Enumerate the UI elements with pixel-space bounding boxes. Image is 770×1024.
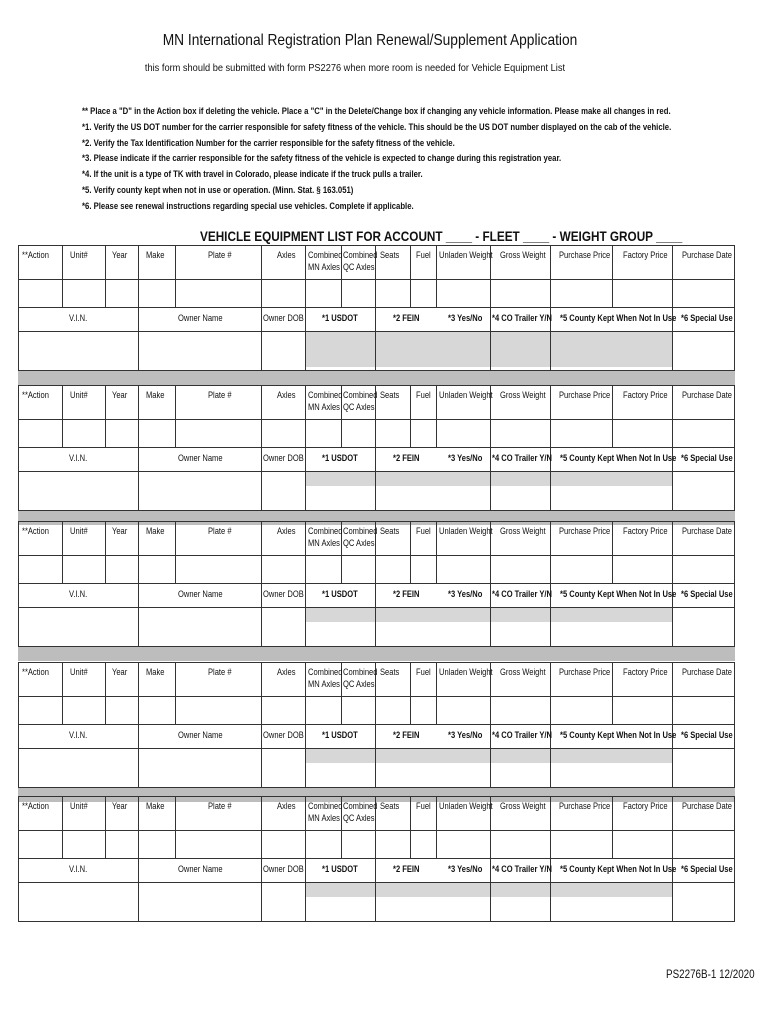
vehicle-field-cell[interactable] bbox=[612, 555, 672, 583]
col-factory-price: Factory Price bbox=[623, 250, 668, 260]
vehicle-field-cell[interactable] bbox=[62, 830, 105, 858]
col-owner-name: Owner Name bbox=[178, 589, 223, 599]
vehicle-field-cell[interactable] bbox=[672, 419, 734, 447]
vehicle-field-cell[interactable] bbox=[261, 419, 305, 447]
vehicle-field-cell[interactable] bbox=[375, 607, 490, 646]
col-action: **Action bbox=[22, 390, 49, 400]
col-usdot: *1 USDOT bbox=[322, 453, 358, 463]
col-owner-dob: Owner DOB bbox=[263, 589, 304, 599]
col-special-use: *6 Special Use bbox=[681, 313, 733, 323]
vehicle-field-cell[interactable] bbox=[261, 331, 305, 370]
vehicle-field-cell[interactable] bbox=[138, 419, 175, 447]
vehicle-field-cell[interactable] bbox=[550, 748, 672, 787]
vehicle-field-cell[interactable] bbox=[550, 279, 612, 307]
col-fein: *2 FEIN bbox=[393, 864, 420, 874]
col-owner-dob: Owner DOB bbox=[263, 864, 304, 874]
col-combined-qc: Combined QC Axles bbox=[343, 250, 378, 272]
vehicle-field-cell[interactable] bbox=[18, 882, 138, 921]
vehicle-field-cell[interactable] bbox=[62, 279, 105, 307]
col-year: Year bbox=[112, 801, 128, 811]
instructions bbox=[82, 104, 684, 215]
col-plate: Plate # bbox=[208, 390, 232, 400]
col-combined-mn: Combined MN Axles bbox=[308, 667, 343, 689]
col-fein: *2 FEIN bbox=[393, 453, 420, 463]
vehicle-field-cell[interactable] bbox=[305, 331, 375, 370]
vehicle-field-cell[interactable] bbox=[550, 471, 672, 510]
instruction-line: *3. Please indicate if the carrier responsible for the safety fitness of the vehicle is expected to change during this registration year. bbox=[82, 153, 562, 164]
col-fein: *2 FEIN bbox=[393, 313, 420, 323]
vehicle-field-cell[interactable] bbox=[490, 696, 550, 724]
vehicle-field-cell[interactable] bbox=[305, 279, 341, 307]
col-plate: Plate # bbox=[208, 801, 232, 811]
vehicle-field-cell[interactable] bbox=[261, 830, 305, 858]
col-co-trailer: *4 CO Trailer Y/N bbox=[492, 589, 552, 599]
vehicle-field-cell[interactable] bbox=[261, 471, 305, 510]
col-combined-qc: Combined QC Axles bbox=[343, 667, 378, 689]
col-seats: Seats bbox=[380, 801, 400, 811]
col-owner-name: Owner Name bbox=[178, 864, 223, 874]
vehicle-field-cell[interactable] bbox=[490, 471, 550, 510]
vehicle-field-cell[interactable] bbox=[436, 830, 490, 858]
col-unladen-weight: Unladen Weight bbox=[439, 801, 493, 811]
vehicle-field-cell[interactable] bbox=[612, 419, 672, 447]
vehicle-field-cell[interactable] bbox=[138, 882, 261, 921]
instruction-line: *2. Verify the Tax Identification Number for the carrier responsible for the safety fitness of the vehicle. bbox=[82, 137, 455, 148]
vehicle-field-cell[interactable] bbox=[410, 419, 436, 447]
vehicle-field-cell[interactable] bbox=[550, 882, 672, 921]
vehicle-field-cell[interactable] bbox=[672, 882, 734, 921]
block-separator bbox=[18, 647, 735, 661]
vehicle-field-cell[interactable] bbox=[261, 696, 305, 724]
vehicle-field-cell[interactable] bbox=[436, 555, 490, 583]
vehicle-field-cell[interactable] bbox=[341, 696, 375, 724]
col-vin: V.I.N. bbox=[69, 730, 88, 740]
vehicle-field-cell[interactable] bbox=[261, 882, 305, 921]
col-axles: Axles bbox=[277, 801, 296, 811]
col-combined-mn: Combined MN Axles bbox=[308, 250, 343, 272]
vehicle-field-cell[interactable] bbox=[18, 696, 62, 724]
col-make: Make bbox=[146, 526, 165, 536]
col-fuel: Fuel bbox=[416, 801, 431, 811]
vehicle-field-cell[interactable] bbox=[410, 696, 436, 724]
col-factory-price: Factory Price bbox=[623, 801, 668, 811]
col-owner-name: Owner Name bbox=[178, 730, 223, 740]
vehicle-field-cell[interactable] bbox=[341, 419, 375, 447]
col-seats: Seats bbox=[380, 526, 400, 536]
vehicle-field-cell[interactable] bbox=[18, 471, 138, 510]
col-unladen-weight: Unladen Weight bbox=[439, 390, 493, 400]
vehicle-field-cell[interactable] bbox=[672, 279, 734, 307]
vehicle-field-cell[interactable] bbox=[305, 882, 375, 921]
vehicle-field-cell[interactable] bbox=[490, 419, 550, 447]
vehicle-field-cell[interactable] bbox=[490, 279, 550, 307]
col-special-use: *6 Special Use bbox=[681, 730, 733, 740]
col-unit: Unit# bbox=[70, 250, 88, 260]
vehicle-field-cell[interactable] bbox=[18, 331, 138, 370]
col-plate: Plate # bbox=[208, 250, 232, 260]
col-purchase-price: Purchase Price bbox=[559, 526, 611, 536]
col-purchase-price: Purchase Price bbox=[559, 667, 611, 677]
col-make: Make bbox=[146, 801, 165, 811]
col-fuel: Fuel bbox=[416, 526, 431, 536]
col-usdot: *1 USDOT bbox=[322, 730, 358, 740]
vehicle-field-cell[interactable] bbox=[612, 830, 672, 858]
vehicle-field-cell[interactable] bbox=[550, 555, 612, 583]
col-combined-mn: Combined MN Axles bbox=[308, 526, 343, 548]
vehicle-field-cell[interactable] bbox=[375, 748, 490, 787]
vehicle-field-cell[interactable] bbox=[305, 696, 341, 724]
vehicle-field-cell[interactable] bbox=[105, 830, 138, 858]
col-county-kept: *5 County Kept When Not In Use bbox=[560, 313, 677, 323]
col-combined-qc: Combined QC Axles bbox=[343, 390, 378, 412]
vehicle-field-cell[interactable] bbox=[138, 555, 175, 583]
vehicle-field-cell[interactable] bbox=[375, 331, 490, 370]
vehicle-field-cell[interactable] bbox=[341, 830, 375, 858]
col-vin: V.I.N. bbox=[69, 589, 88, 599]
vehicle-field-cell[interactable] bbox=[672, 748, 734, 787]
col-make: Make bbox=[146, 250, 165, 260]
vehicle-field-cell[interactable] bbox=[175, 830, 261, 858]
col-purchase-date: Purchase Date bbox=[682, 526, 733, 536]
col-county-kept: *5 County Kept When Not In Use bbox=[560, 864, 677, 874]
col-co-trailer: *4 CO Trailer Y/N bbox=[492, 453, 552, 463]
vehicle-field-cell[interactable] bbox=[18, 555, 62, 583]
vehicle-field-cell[interactable] bbox=[138, 696, 175, 724]
col-combined-mn: Combined MN Axles bbox=[308, 390, 343, 412]
col-unit: Unit# bbox=[70, 390, 88, 400]
col-gross-weight: Gross Weight bbox=[500, 390, 546, 400]
vehicle-field-cell[interactable] bbox=[490, 331, 550, 370]
col-purchase-date: Purchase Date bbox=[682, 390, 733, 400]
col-usdot: *1 USDOT bbox=[322, 313, 358, 323]
vehicle-field-cell[interactable] bbox=[550, 419, 612, 447]
col-action: **Action bbox=[22, 667, 49, 677]
vehicle-field-cell[interactable] bbox=[436, 696, 490, 724]
col-vin: V.I.N. bbox=[69, 864, 88, 874]
vehicle-field-cell[interactable] bbox=[490, 830, 550, 858]
col-county-kept: *5 County Kept When Not In Use bbox=[560, 589, 677, 599]
vehicle-field-cell[interactable] bbox=[261, 748, 305, 787]
col-county-kept: *5 County Kept When Not In Use bbox=[560, 453, 677, 463]
vehicle-field-cell[interactable] bbox=[18, 830, 62, 858]
vehicle-field-cell[interactable] bbox=[410, 279, 436, 307]
col-combined-mn: Combined MN Axles bbox=[308, 801, 343, 823]
col-owner-name: Owner Name bbox=[178, 453, 223, 463]
col-unit: Unit# bbox=[70, 801, 88, 811]
vehicle-field-cell[interactable] bbox=[410, 555, 436, 583]
vehicle-field-cell[interactable] bbox=[375, 279, 410, 307]
col-axles: Axles bbox=[277, 250, 296, 260]
col-vin: V.I.N. bbox=[69, 453, 88, 463]
col-purchase-price: Purchase Price bbox=[559, 390, 611, 400]
vehicle-field-cell[interactable] bbox=[305, 419, 341, 447]
col-unladen-weight: Unladen Weight bbox=[439, 667, 493, 677]
vehicle-field-cell[interactable] bbox=[490, 555, 550, 583]
col-axles: Axles bbox=[277, 667, 296, 677]
col-make: Make bbox=[146, 667, 165, 677]
col-fein: *2 FEIN bbox=[393, 589, 420, 599]
form-title: MN International Registration Plan Renewal/Supplement Application bbox=[162, 32, 578, 49]
col-axles: Axles bbox=[277, 390, 296, 400]
vehicle-field-cell[interactable] bbox=[375, 882, 490, 921]
col-owner-dob: Owner DOB bbox=[263, 453, 304, 463]
vehicle-field-cell[interactable] bbox=[175, 555, 261, 583]
vehicle-field-cell[interactable] bbox=[550, 331, 672, 370]
col-co-trailer: *4 CO Trailer Y/N bbox=[492, 313, 552, 323]
vehicle-field-cell[interactable] bbox=[490, 882, 550, 921]
col-factory-price: Factory Price bbox=[623, 667, 668, 677]
col-fein: *2 FEIN bbox=[393, 730, 420, 740]
vehicle-field-cell[interactable] bbox=[305, 748, 375, 787]
vehicle-field-cell[interactable] bbox=[672, 555, 734, 583]
instruction-line: *4. If the unit is a type of TK with travel in Colorado, please indicate if the truck pulls a trailer. bbox=[82, 169, 423, 180]
col-seats: Seats bbox=[380, 250, 400, 260]
vehicle-field-cell[interactable] bbox=[18, 419, 62, 447]
instruction-line: ** Place a "D" in the Action box if deleting the vehicle. Place a "C" in the Delete/Change box if changing any vehicle information. Please make all changes in red. bbox=[82, 106, 671, 116]
vehicle-block bbox=[18, 385, 735, 517]
col-combined-qc: Combined QC Axles bbox=[343, 526, 378, 548]
col-unladen-weight: Unladen Weight bbox=[439, 526, 493, 536]
col-year: Year bbox=[112, 526, 128, 536]
vehicle-block bbox=[18, 521, 735, 653]
col-purchase-date: Purchase Date bbox=[682, 250, 733, 260]
vehicle-field-cell[interactable] bbox=[612, 696, 672, 724]
col-purchase-date: Purchase Date bbox=[682, 801, 733, 811]
col-vin: V.I.N. bbox=[69, 313, 88, 323]
vehicle-field-cell[interactable] bbox=[261, 607, 305, 646]
vehicle-field-cell[interactable] bbox=[18, 279, 62, 307]
col-special-use: *6 Special Use bbox=[681, 589, 733, 599]
vehicle-block bbox=[18, 662, 735, 794]
col-owner-name: Owner Name bbox=[178, 313, 223, 323]
col-yes-no: *3 Yes/No bbox=[448, 864, 483, 874]
vehicle-field-cell[interactable] bbox=[490, 748, 550, 787]
vehicle-field-cell[interactable] bbox=[105, 279, 138, 307]
vehicle-field-cell[interactable] bbox=[305, 555, 341, 583]
vehicle-field-cell[interactable] bbox=[341, 555, 375, 583]
vehicle-field-cell[interactable] bbox=[138, 748, 261, 787]
col-seats: Seats bbox=[380, 390, 400, 400]
col-plate: Plate # bbox=[208, 667, 232, 677]
col-year: Year bbox=[112, 250, 128, 260]
col-unit: Unit# bbox=[70, 526, 88, 536]
col-fuel: Fuel bbox=[416, 390, 431, 400]
col-combined-qc: Combined QC Axles bbox=[343, 801, 378, 823]
col-gross-weight: Gross Weight bbox=[500, 250, 546, 260]
col-year: Year bbox=[112, 667, 128, 677]
vehicle-field-cell[interactable] bbox=[375, 830, 410, 858]
vehicle-block bbox=[18, 245, 735, 377]
col-axles: Axles bbox=[277, 526, 296, 536]
col-special-use: *6 Special Use bbox=[681, 453, 733, 463]
vehicle-field-cell[interactable] bbox=[436, 279, 490, 307]
vehicle-field-cell[interactable] bbox=[105, 555, 138, 583]
vehicle-field-cell[interactable] bbox=[105, 419, 138, 447]
col-action: **Action bbox=[22, 526, 49, 536]
form-id: PS2276B-1 12/2020 bbox=[666, 967, 755, 981]
vehicle-field-cell[interactable] bbox=[18, 748, 138, 787]
col-yes-no: *3 Yes/No bbox=[448, 453, 483, 463]
vehicle-field-cell[interactable] bbox=[305, 607, 375, 646]
instruction-line: *1. Verify the US DOT number for the carrier responsible for safety fitness of the vehicle. This should be the US DOT number displayed on the cab of the vehicle. bbox=[82, 121, 672, 132]
vehicle-field-cell[interactable] bbox=[175, 419, 261, 447]
block-separator bbox=[18, 371, 735, 385]
vehicle-field-cell[interactable] bbox=[305, 471, 375, 510]
col-owner-dob: Owner DOB bbox=[263, 313, 304, 323]
col-action: **Action bbox=[22, 250, 49, 260]
col-purchase-date: Purchase Date bbox=[682, 667, 733, 677]
vehicle-field-cell[interactable] bbox=[612, 279, 672, 307]
col-purchase-price: Purchase Price bbox=[559, 250, 611, 260]
col-yes-no: *3 Yes/No bbox=[448, 313, 483, 323]
col-unit: Unit# bbox=[70, 667, 88, 677]
col-seats: Seats bbox=[380, 667, 400, 677]
vehicle-field-cell[interactable] bbox=[436, 419, 490, 447]
vehicle-field-cell[interactable] bbox=[672, 696, 734, 724]
col-special-use: *6 Special Use bbox=[681, 864, 733, 874]
col-usdot: *1 USDOT bbox=[322, 589, 358, 599]
col-yes-no: *3 Yes/No bbox=[448, 730, 483, 740]
col-gross-weight: Gross Weight bbox=[500, 526, 546, 536]
vehicle-field-cell[interactable] bbox=[672, 830, 734, 858]
vehicle-field-cell[interactable] bbox=[375, 419, 410, 447]
col-co-trailer: *4 CO Trailer Y/N bbox=[492, 730, 552, 740]
vehicle-field-cell[interactable] bbox=[261, 555, 305, 583]
col-county-kept: *5 County Kept When Not In Use bbox=[560, 730, 677, 740]
vehicle-field-cell[interactable] bbox=[375, 696, 410, 724]
vehicle-field-cell[interactable] bbox=[138, 830, 175, 858]
vehicle-field-cell[interactable] bbox=[138, 331, 261, 370]
form-subtitle: this form should be submitted with form PS2276 when more room is needed for Vehicle Equipment List bbox=[144, 62, 566, 74]
col-plate: Plate # bbox=[208, 526, 232, 536]
vehicle-field-cell[interactable] bbox=[261, 279, 305, 307]
vehicle-field-cell[interactable] bbox=[672, 607, 734, 646]
vehicle-field-cell[interactable] bbox=[550, 607, 672, 646]
vehicle-field-cell[interactable] bbox=[105, 696, 138, 724]
col-purchase-price: Purchase Price bbox=[559, 801, 611, 811]
col-gross-weight: Gross Weight bbox=[500, 801, 546, 811]
equipment-list-title: VEHICLE EQUIPMENT LIST FOR ACCOUNT ____ - FLEET ____ - WEIGHT GROUP ____ bbox=[200, 228, 683, 244]
col-year: Year bbox=[112, 390, 128, 400]
vehicle-field-cell[interactable] bbox=[62, 696, 105, 724]
col-action: **Action bbox=[22, 801, 49, 811]
vehicle-field-cell[interactable] bbox=[305, 830, 341, 858]
vehicle-field-cell[interactable] bbox=[341, 279, 375, 307]
vehicle-field-cell[interactable] bbox=[410, 830, 436, 858]
col-factory-price: Factory Price bbox=[623, 526, 668, 536]
vehicle-field-cell[interactable] bbox=[375, 471, 490, 510]
vehicle-field-cell[interactable] bbox=[672, 471, 734, 510]
vehicle-field-cell[interactable] bbox=[672, 331, 734, 370]
col-make: Make bbox=[146, 390, 165, 400]
col-fuel: Fuel bbox=[416, 250, 431, 260]
vehicle-field-cell[interactable] bbox=[138, 471, 261, 510]
vehicle-field-cell[interactable] bbox=[175, 279, 261, 307]
col-co-trailer: *4 CO Trailer Y/N bbox=[492, 864, 552, 874]
col-yes-no: *3 Yes/No bbox=[448, 589, 483, 599]
vehicle-field-cell[interactable] bbox=[62, 419, 105, 447]
vehicle-field-cell[interactable] bbox=[18, 607, 138, 646]
vehicle-field-cell[interactable] bbox=[550, 830, 612, 858]
col-unladen-weight: Unladen Weight bbox=[439, 250, 493, 260]
vehicle-field-cell[interactable] bbox=[138, 607, 261, 646]
vehicle-block bbox=[18, 796, 735, 928]
vehicle-field-cell[interactable] bbox=[375, 555, 410, 583]
vehicle-field-cell[interactable] bbox=[175, 696, 261, 724]
col-fuel: Fuel bbox=[416, 667, 431, 677]
instruction-line: *5. Verify county kept when not in use or operation. (Minn. Stat. § 163.051) bbox=[82, 184, 354, 195]
vehicle-field-cell[interactable] bbox=[62, 555, 105, 583]
col-gross-weight: Gross Weight bbox=[500, 667, 546, 677]
col-factory-price: Factory Price bbox=[623, 390, 668, 400]
vehicle-field-cell[interactable] bbox=[490, 607, 550, 646]
vehicle-field-cell[interactable] bbox=[550, 696, 612, 724]
vehicle-field-cell[interactable] bbox=[138, 279, 175, 307]
instruction-line: *6. Please see renewal instructions regarding special use vehicles. Complete if applicable. bbox=[82, 200, 414, 211]
col-owner-dob: Owner DOB bbox=[263, 730, 304, 740]
col-usdot: *1 USDOT bbox=[322, 864, 358, 874]
